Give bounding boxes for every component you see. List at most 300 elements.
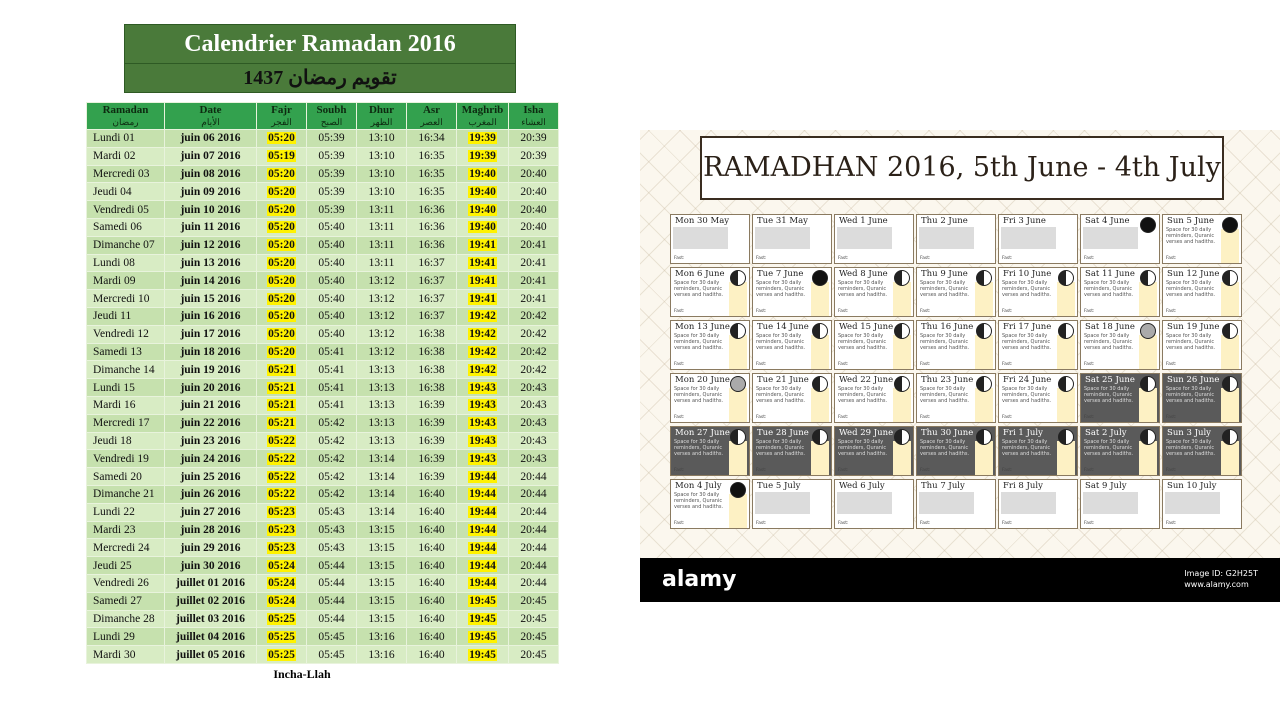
table-cell: 13:13	[357, 432, 407, 450]
table-cell: 16:39	[407, 468, 457, 486]
table-cell: 20:41	[509, 236, 559, 254]
table-cell: 19:40	[457, 218, 509, 236]
table-cell: 05:43	[307, 539, 357, 557]
fast-box	[1139, 441, 1157, 475]
ramadhan-calendar-image	[640, 130, 1280, 602]
table-cell: 05:20	[257, 290, 307, 308]
table-row	[87, 165, 559, 183]
day-label: Tue 28 June	[757, 428, 809, 438]
table-cell: 05:43	[307, 503, 357, 521]
table-cell: Lundi 29	[87, 628, 165, 646]
reminder-note: Space for 30 daily reminders, Quranic verses and hadiths.	[1084, 280, 1134, 298]
day-label: Tue 14 June	[757, 322, 809, 332]
table-cell: 16:37	[407, 272, 457, 290]
table-cell: 20:43	[509, 396, 559, 414]
table-cell: 16:35	[407, 147, 457, 165]
reminder-note: Space for 30 daily reminders, Quranic verses and hadiths.	[756, 386, 806, 404]
table-cell: 20:44	[509, 485, 559, 503]
table-cell: 19:40	[457, 183, 509, 201]
calendar-day	[1080, 373, 1160, 423]
fast-label: Fast:	[1084, 256, 1095, 261]
table-cell: juillet 05 2016	[165, 646, 257, 664]
calendar-day	[1080, 479, 1160, 529]
table-cell: 05:25	[257, 610, 307, 628]
fast-box	[811, 335, 829, 369]
table-cell: 13:12	[357, 290, 407, 308]
table-cell: 19:44	[457, 557, 509, 575]
table-cell: 16:38	[407, 361, 457, 379]
reminder-note: Space for 30 daily reminders, Quranic verses and hadiths.	[920, 386, 970, 404]
empty-box	[1083, 492, 1138, 514]
table-cell: 05:21	[257, 379, 307, 397]
fast-box	[1221, 282, 1239, 316]
table-cell: juin 27 2016	[165, 503, 257, 521]
calendar-day	[998, 320, 1078, 370]
table-cell: juin 09 2016	[165, 183, 257, 201]
table-row	[87, 307, 559, 325]
fast-box	[893, 388, 911, 422]
day-label: Sat 18 June	[1085, 322, 1135, 332]
table-cell: 19:41	[457, 272, 509, 290]
day-label: Sun 19 June	[1167, 322, 1220, 332]
table-cell: 05:40	[307, 272, 357, 290]
table-cell: Dimanche 07	[87, 236, 165, 254]
fast-box	[729, 494, 747, 528]
table-cell: 20:45	[509, 592, 559, 610]
table-cell: 05:22	[257, 485, 307, 503]
day-label: Sat 11 June	[1085, 269, 1135, 279]
table-cell: 05:21	[257, 414, 307, 432]
table-cell: 05:40	[307, 290, 357, 308]
table-cell: 05:20	[257, 254, 307, 272]
table-cell: Samedi 06	[87, 218, 165, 236]
table-cell: 19:44	[457, 539, 509, 557]
table-cell: 19:44	[457, 503, 509, 521]
calendar-day	[916, 373, 996, 423]
fast-label: Fast:	[1166, 362, 1177, 367]
calendar-day	[1080, 214, 1160, 264]
fast-label: Fast:	[838, 468, 849, 473]
table-row	[87, 343, 559, 361]
day-label: Wed 15 June	[839, 322, 894, 332]
header-label: Dhur	[368, 104, 395, 116]
day-label: Sat 2 July	[1085, 428, 1127, 438]
calendar-day	[834, 426, 914, 476]
table-row	[87, 236, 559, 254]
day-label: Sun 12 June	[1167, 269, 1220, 279]
calendar-day	[670, 267, 750, 317]
table-cell: juin 14 2016	[165, 272, 257, 290]
table-cell: 19:44	[457, 574, 509, 592]
table-cell: 19:44	[457, 468, 509, 486]
fast-box	[1139, 388, 1157, 422]
table-cell: 16:37	[407, 290, 457, 308]
table-cell: 20:40	[509, 165, 559, 183]
table-cell: 19:40	[457, 165, 509, 183]
table-cell: 13:13	[357, 414, 407, 432]
fast-label: Fast:	[674, 256, 685, 261]
table-row	[87, 147, 559, 165]
day-label: Fri 8 July	[1003, 481, 1043, 491]
day-label: Fri 17 June	[1003, 322, 1052, 332]
table-cell: 13:11	[357, 201, 407, 219]
moon-phase-icon	[812, 376, 828, 392]
calendar-day	[834, 320, 914, 370]
table-cell: 16:36	[407, 236, 457, 254]
table-row	[87, 592, 559, 610]
fast-label: Fast:	[920, 256, 931, 261]
day-label: Thu 2 June	[921, 216, 968, 226]
table-cell: 16:37	[407, 254, 457, 272]
calendar-day	[752, 214, 832, 264]
fast-label: Fast:	[1166, 415, 1177, 420]
table-cell: 05:23	[257, 521, 307, 539]
day-label: Tue 31 May	[757, 216, 808, 226]
column-header	[87, 103, 165, 130]
reminder-note: Space for 30 daily reminders, Quranic verses and hadiths.	[674, 386, 724, 404]
calendar-day	[670, 214, 750, 264]
calendar-day	[916, 479, 996, 529]
calendar-day	[1162, 267, 1242, 317]
day-label: Thu 9 June	[921, 269, 968, 279]
calendar-day	[1162, 479, 1242, 529]
moon-phase-icon	[1058, 323, 1074, 339]
day-label: Mon 30 May	[675, 216, 730, 226]
table-cell: 20:43	[509, 379, 559, 397]
table-cell: 05:39	[307, 130, 357, 148]
header-label: Asr	[422, 104, 441, 116]
calendar-day	[1080, 426, 1160, 476]
table-cell: 19:43	[457, 450, 509, 468]
table-row	[87, 432, 559, 450]
fast-box	[729, 335, 747, 369]
table-cell: 13:12	[357, 325, 407, 343]
calendar-title: RAMADHAN 2016, 5th June - 4th July	[700, 136, 1224, 200]
table-cell: 05:23	[257, 539, 307, 557]
table-cell: 16:38	[407, 325, 457, 343]
fast-box	[975, 441, 993, 475]
day-label: Wed 6 July	[839, 481, 885, 491]
table-cell: 05:23	[257, 503, 307, 521]
table-row	[87, 379, 559, 397]
timetable-title: Calendrier Ramadan 2016	[124, 24, 516, 64]
fast-label: Fast:	[1084, 415, 1095, 420]
reminder-note: Space for 30 daily reminders, Quranic verses and hadiths.	[1166, 280, 1216, 298]
day-label: Tue 7 June	[757, 269, 804, 279]
column-header	[457, 103, 509, 130]
table-cell: 05:22	[257, 468, 307, 486]
table-cell: 13:15	[357, 557, 407, 575]
reminder-note: Space for 30 daily reminders, Quranic verses and hadiths.	[1002, 386, 1052, 404]
empty-box	[837, 492, 892, 514]
table-cell: Mardi 30	[87, 646, 165, 664]
fast-label: Fast:	[756, 468, 767, 473]
empty-box	[755, 227, 810, 249]
table-cell: 05:44	[307, 574, 357, 592]
header-arabic: المغرب	[468, 117, 497, 127]
calendar-day	[670, 426, 750, 476]
table-cell: 19:42	[457, 361, 509, 379]
table-row	[87, 539, 559, 557]
table-cell: 16:34	[407, 130, 457, 148]
table-cell: 05:45	[307, 628, 357, 646]
day-label: Fri 3 June	[1003, 216, 1046, 226]
table-cell: 20:41	[509, 254, 559, 272]
fast-label: Fast:	[674, 415, 685, 420]
table-cell: 05:20	[257, 201, 307, 219]
table-cell: 13:15	[357, 574, 407, 592]
calendar-day	[670, 373, 750, 423]
fast-box	[729, 441, 747, 475]
fast-label: Fast:	[756, 256, 767, 261]
fast-box	[1057, 282, 1075, 316]
table-cell: juin 10 2016	[165, 201, 257, 219]
table-cell: 05:42	[307, 414, 357, 432]
table-cell: 19:45	[457, 610, 509, 628]
fast-box	[1057, 335, 1075, 369]
fast-box	[1221, 388, 1239, 422]
reminder-note: Space for 30 daily reminders, Quranic verses and hadiths.	[1166, 227, 1216, 245]
table-cell: 19:41	[457, 254, 509, 272]
empty-box	[919, 492, 974, 514]
table-cell: 19:40	[457, 201, 509, 219]
table-cell: 16:40	[407, 574, 457, 592]
table-cell: 16:40	[407, 646, 457, 664]
fast-label: Fast:	[756, 362, 767, 367]
table-cell: Dimanche 14	[87, 361, 165, 379]
moon-phase-icon	[976, 429, 992, 445]
table-cell: 16:39	[407, 450, 457, 468]
table-cell: juillet 04 2016	[165, 628, 257, 646]
fast-label: Fast:	[756, 309, 767, 314]
day-label: Wed 1 June	[839, 216, 888, 226]
fast-box	[811, 441, 829, 475]
day-label: Thu 16 June	[921, 322, 974, 332]
moon-phase-icon	[894, 376, 910, 392]
table-cell: juin 12 2016	[165, 236, 257, 254]
reminder-note: Space for 30 daily reminders, Quranic verses and hadiths.	[674, 439, 724, 457]
moon-phase-icon	[1058, 270, 1074, 286]
moon-phase-icon	[894, 323, 910, 339]
moon-phase-icon	[1140, 270, 1156, 286]
fast-box	[729, 388, 747, 422]
table-row	[87, 254, 559, 272]
table-cell: 20:43	[509, 432, 559, 450]
table-cell: 20:42	[509, 325, 559, 343]
moon-phase-icon	[1058, 376, 1074, 392]
fast-label: Fast:	[838, 362, 849, 367]
table-cell: Vendredi 05	[87, 201, 165, 219]
reminder-note: Space for 30 daily reminders, Quranic verses and hadiths.	[1002, 280, 1052, 298]
table-cell: juin 11 2016	[165, 218, 257, 236]
header-arabic: الظهر	[370, 117, 393, 127]
table-cell: 05:45	[307, 646, 357, 664]
table-cell: 19:43	[457, 379, 509, 397]
fast-label: Fast:	[838, 415, 849, 420]
calendar-day	[916, 426, 996, 476]
calendar-day	[752, 373, 832, 423]
fast-label: Fast:	[1166, 521, 1177, 526]
table-cell: 19:44	[457, 521, 509, 539]
moon-phase-icon	[976, 376, 992, 392]
table-cell: 16:40	[407, 628, 457, 646]
table-cell: 19:41	[457, 236, 509, 254]
table-cell: 20:42	[509, 343, 559, 361]
table-cell: 05:20	[257, 343, 307, 361]
moon-phase-icon	[812, 270, 828, 286]
table-cell: juin 08 2016	[165, 165, 257, 183]
table-cell: 16:40	[407, 557, 457, 575]
table-cell: 20:44	[509, 574, 559, 592]
table-cell: 19:43	[457, 432, 509, 450]
table-cell: 20:43	[509, 450, 559, 468]
fast-box	[729, 282, 747, 316]
table-row	[87, 503, 559, 521]
table-cell: juin 19 2016	[165, 361, 257, 379]
reminder-note: Space for 30 daily reminders, Quranic verses and hadiths.	[838, 333, 888, 351]
table-cell: juin 15 2016	[165, 290, 257, 308]
table-cell: 19:45	[457, 628, 509, 646]
table-cell: juin 06 2016	[165, 130, 257, 148]
table-cell: 16:40	[407, 610, 457, 628]
table-cell: 20:40	[509, 183, 559, 201]
fast-label: Fast:	[1084, 468, 1095, 473]
table-cell: 05:41	[307, 396, 357, 414]
table-cell: 05:24	[257, 574, 307, 592]
table-cell: juin 17 2016	[165, 325, 257, 343]
table-row	[87, 414, 559, 432]
table-cell: 05:25	[257, 628, 307, 646]
table-cell: 16:40	[407, 521, 457, 539]
table-cell: Samedi 27	[87, 592, 165, 610]
table-cell: 05:42	[307, 450, 357, 468]
reminder-note: Space for 30 daily reminders, Quranic verses and hadiths.	[1084, 333, 1134, 351]
table-row	[87, 325, 559, 343]
calendar-day	[916, 320, 996, 370]
fast-box	[975, 335, 993, 369]
table-cell: 13:15	[357, 592, 407, 610]
table-cell: 05:21	[257, 396, 307, 414]
calendar-day	[834, 373, 914, 423]
reminder-note: Space for 30 daily reminders, Quranic verses and hadiths.	[1084, 439, 1134, 457]
calendar-day	[1080, 320, 1160, 370]
table-cell: 16:39	[407, 414, 457, 432]
fast-label: Fast:	[920, 468, 931, 473]
day-label: Fri 10 June	[1003, 269, 1052, 279]
table-cell: 13:16	[357, 628, 407, 646]
empty-box	[1001, 227, 1056, 249]
day-label: Mon 4 July	[675, 481, 722, 491]
table-cell: 16:40	[407, 503, 457, 521]
fast-label: Fast:	[674, 468, 685, 473]
table-cell: Mardi 23	[87, 521, 165, 539]
table-cell: 05:20	[257, 183, 307, 201]
table-cell: 20:41	[509, 290, 559, 308]
moon-phase-icon	[1222, 217, 1238, 233]
reminder-note: Space for 30 daily reminders, Quranic verses and hadiths.	[756, 333, 806, 351]
fast-label: Fast:	[920, 309, 931, 314]
table-cell: 20:40	[509, 201, 559, 219]
fast-label: Fast:	[674, 521, 685, 526]
fast-box	[1057, 441, 1075, 475]
fast-label: Fast:	[838, 309, 849, 314]
table-cell: 20:39	[509, 147, 559, 165]
table-cell: juillet 03 2016	[165, 610, 257, 628]
moon-phase-icon	[730, 270, 746, 286]
watermark-bar	[640, 558, 1280, 602]
empty-box	[837, 227, 892, 249]
table-cell: 05:41	[307, 379, 357, 397]
table-cell: 05:24	[257, 592, 307, 610]
table-cell: 05:20	[257, 130, 307, 148]
calendar-day	[998, 214, 1078, 264]
fast-label: Fast:	[920, 415, 931, 420]
fast-box	[893, 441, 911, 475]
reminder-note: Space for 30 daily reminders, Quranic verses and hadiths.	[756, 439, 806, 457]
table-cell: 05:44	[307, 557, 357, 575]
calendar-day	[1162, 426, 1242, 476]
moon-phase-icon	[812, 323, 828, 339]
table-cell: 05:40	[307, 254, 357, 272]
table-cell: juillet 02 2016	[165, 592, 257, 610]
fast-label: Fast:	[920, 521, 931, 526]
header-label: Soubh	[316, 104, 347, 116]
timetable-footer: Incha-Llah	[273, 666, 331, 681]
reminder-note: Space for 30 daily reminders, Quranic verses and hadiths.	[674, 280, 724, 298]
prayer-times-table	[86, 102, 559, 664]
fast-box	[811, 388, 829, 422]
table-cell: juin 25 2016	[165, 468, 257, 486]
fast-label: Fast:	[920, 362, 931, 367]
column-header	[307, 103, 357, 130]
moon-phase-icon	[1058, 429, 1074, 445]
table-cell: 05:19	[257, 147, 307, 165]
calendar-day	[670, 320, 750, 370]
table-cell: 05:24	[257, 557, 307, 575]
table-row	[87, 396, 559, 414]
table-cell: 20:44	[509, 468, 559, 486]
moon-phase-icon	[1222, 376, 1238, 392]
table-cell: Samedi 20	[87, 468, 165, 486]
day-label: Sat 25 June	[1085, 375, 1135, 385]
table-cell: 13:12	[357, 343, 407, 361]
table-cell: 05:20	[257, 307, 307, 325]
table-cell: 16:40	[407, 485, 457, 503]
table-cell: 16:38	[407, 379, 457, 397]
table-row	[87, 468, 559, 486]
table-cell: Jeudi 11	[87, 307, 165, 325]
table-cell: Mardi 02	[87, 147, 165, 165]
table-cell: 05:40	[307, 307, 357, 325]
table-cell: 20:40	[509, 218, 559, 236]
table-cell: 16:39	[407, 432, 457, 450]
table-row	[87, 272, 559, 290]
day-label: Mon 20 June	[675, 375, 730, 385]
reminder-note: Space for 30 daily reminders, Quranic verses and hadiths.	[920, 280, 970, 298]
table-cell: 20:42	[509, 307, 559, 325]
fast-box	[1139, 335, 1157, 369]
header-arabic: العشاء	[521, 117, 546, 127]
header-arabic: الصبح	[320, 117, 343, 127]
column-header	[257, 103, 307, 130]
moon-phase-icon	[730, 482, 746, 498]
table-cell: 19:39	[457, 147, 509, 165]
fast-box	[1221, 441, 1239, 475]
table-cell: Samedi 13	[87, 343, 165, 361]
moon-phase-icon	[1222, 323, 1238, 339]
table-cell: 19:45	[457, 592, 509, 610]
reminder-note: Space for 30 daily reminders, Quranic verses and hadiths.	[920, 439, 970, 457]
